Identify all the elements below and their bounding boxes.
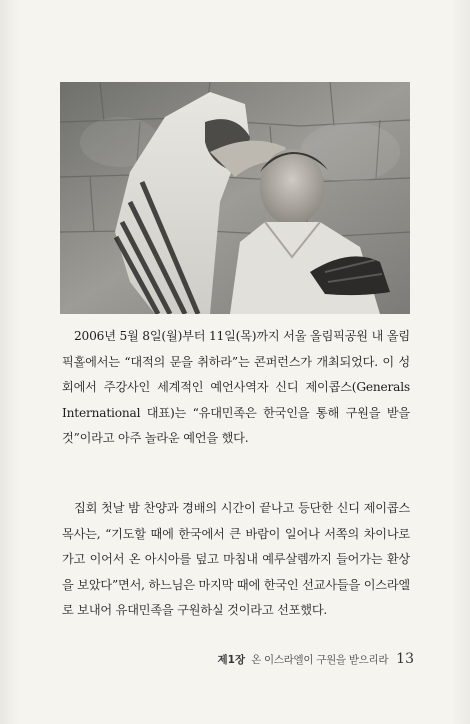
chapter-number: 제1장 [217,654,246,666]
page-number: 13 [396,651,414,667]
photograph-prayer-blessing [60,82,410,314]
paragraph-1: 2006년 5월 8일(월)부터 11일(목)까지 서울 올림픽공원 내 올림픽홀에서는 “대적의 문을 취하라”는 콘퍼런스가 개최되었다. 이 성회에서 주강사인 세계적인 예언사역자 신디 제이콥스(Generals International 대표)는 “유대민족은 한국인을 통해 구원을 받을 것”이라고 아주 놀라운 예언을 했다. [62,329,410,445]
chapter-title: 온 이스라엘이 구원을 받으리라 [251,654,389,666]
photo-illustration [60,82,410,314]
page-footer [218,651,415,667]
paragraph-2: 집회 첫날 밤 찬양과 경배의 시간이 끝나고 등단한 신디 제이콥스 목사는, “기도할 때에 한국에서 큰 바람이 일어나 서쪽의 차이나로 가고 이어서 온 아시아를 덮고 마침내 예루살렘까지 들어가는 환상을 보았다”면서, 하느님은 마지막 때에 한국인 선교사들을 이스라엘로 보내어 유대민족을 구원하실 것이라고 선포했다. [62,501,410,617]
